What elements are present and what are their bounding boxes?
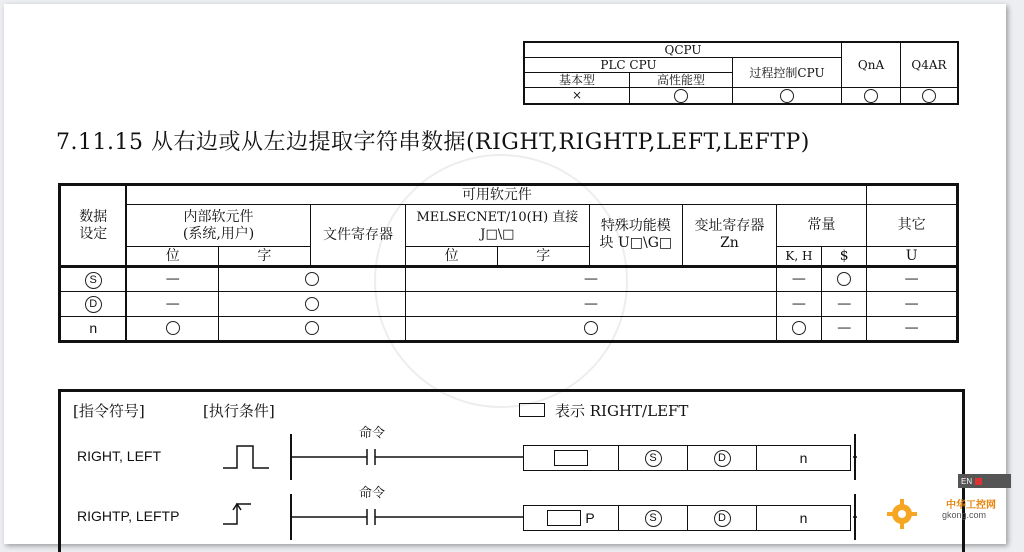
row-s-word-file — [219, 267, 406, 292]
row2-n-cell: n — [799, 510, 808, 526]
row2-instruction-name: RIGHTP, LEFTP — [77, 508, 180, 524]
melsecnet-header: MELSECNET/10(H) 直接 J□\□ — [406, 205, 589, 247]
q4ar-value — [901, 88, 959, 104]
constant-header: 常量 — [776, 205, 867, 247]
net-word-header: 字 — [497, 247, 589, 267]
cpu-compat-table — [523, 41, 959, 105]
row2-instruction-box — [523, 505, 851, 531]
kh-header: K, H — [776, 247, 821, 267]
file-register-header: 文件寄存器 — [310, 205, 406, 267]
net-bit-header: 位 — [406, 247, 498, 267]
index-register-header: 变址寄存器 Zn — [683, 205, 777, 267]
row-n-label: n — [60, 317, 127, 342]
logo-text: 中华工控网 — [946, 500, 996, 511]
basic-value: × — [524, 88, 630, 104]
row-s-bit: — — [126, 267, 218, 292]
row-d-kh: — — [776, 292, 821, 317]
row-n-u: — — [867, 317, 958, 342]
high-perf-header: 高性能型 — [630, 73, 733, 88]
row1-instruction-name: RIGHT, LEFT — [77, 448, 162, 464]
basic-header: 基本型 — [524, 73, 630, 88]
row1-command-label: 命令 — [359, 426, 386, 441]
row1-instruction-box — [523, 445, 851, 471]
process-value — [733, 88, 842, 104]
row1-n-cell: n — [799, 450, 808, 466]
row2-command-label: 命令 — [359, 486, 386, 501]
logo-url: gkong.com — [942, 510, 987, 520]
row2-s-cell: S — [619, 506, 688, 530]
row-s-dollar — [822, 267, 867, 292]
q4ar-header: Q4AR — [901, 42, 959, 88]
row-d-u: — — [867, 292, 958, 317]
row-d-label: D — [60, 292, 127, 317]
row-s-label: S — [60, 267, 127, 292]
qcpu-header: QCPU — [524, 42, 842, 58]
qna-value — [842, 88, 901, 104]
row2-instr-placeholder-icon — [547, 510, 581, 526]
section-title: 7.11.15 从右边或从左边提取字符串数据(RIGHT,RIGHTP,LEFT,LEFTP) — [56, 130, 810, 155]
data-setting-header: 数据 设定 — [60, 185, 127, 267]
execution-condition-label: [执行条件] — [203, 402, 275, 420]
row-n-word-file — [219, 317, 406, 342]
instruction-symbol-label: [指令符号] — [73, 402, 145, 420]
row-n-net-special-index — [406, 317, 776, 342]
process-cpu-header: 过程控制CPU — [733, 58, 842, 88]
legend-text: 表示 RIGHT/LEFT — [555, 402, 689, 420]
row-s-kh: — — [776, 267, 821, 292]
row1-instr-cell — [524, 446, 619, 470]
row2-instr-cell: P — [524, 506, 619, 530]
row1-instr-placeholder-icon — [554, 450, 588, 466]
available-devices-header: 可用软元件 — [126, 185, 866, 205]
rising-edge-icon — [221, 498, 273, 528]
dollar-header: $ — [822, 247, 867, 267]
row-d-net-special-index: — — [406, 292, 776, 317]
u-header: U — [867, 247, 958, 267]
row-n-bit — [126, 317, 218, 342]
row-n-kh — [776, 317, 821, 342]
row-n-dollar: — — [822, 317, 867, 342]
internal-bit-header: 位 — [126, 247, 218, 267]
gear-logo-icon — [886, 498, 918, 530]
row-d-word-file — [219, 292, 406, 317]
row-d-dollar: — — [822, 292, 867, 317]
special-module-header: 特殊功能模 块 U□\G□ — [589, 205, 683, 267]
row-s-u: — — [867, 267, 958, 292]
internal-device-header: 内部软元件 (系统,用户) — [126, 205, 310, 247]
high-perf-value — [630, 88, 733, 104]
document-page — [4, 4, 1006, 544]
internal-word-header: 字 — [219, 247, 311, 267]
row1-s-cell: S — [619, 446, 688, 470]
other-header: 其它 — [867, 205, 958, 247]
ladder-section — [58, 389, 965, 552]
row-d-bit: — — [126, 292, 218, 317]
device-table — [58, 183, 959, 343]
site-logo — [886, 494, 1016, 534]
row2-d-cell: D — [688, 506, 757, 530]
language-bar[interactable] — [958, 474, 1011, 488]
qna-header: QnA — [842, 42, 901, 88]
pulse-waveform-icon — [221, 442, 273, 472]
row-s-net-special-index: — — [406, 267, 776, 292]
language-indicator: EN — [961, 476, 973, 486]
row1-d-cell: D — [688, 446, 757, 470]
legend-box-icon — [519, 403, 545, 417]
ime-icon — [975, 478, 982, 485]
plc-cpu-header: PLC CPU — [524, 58, 733, 73]
